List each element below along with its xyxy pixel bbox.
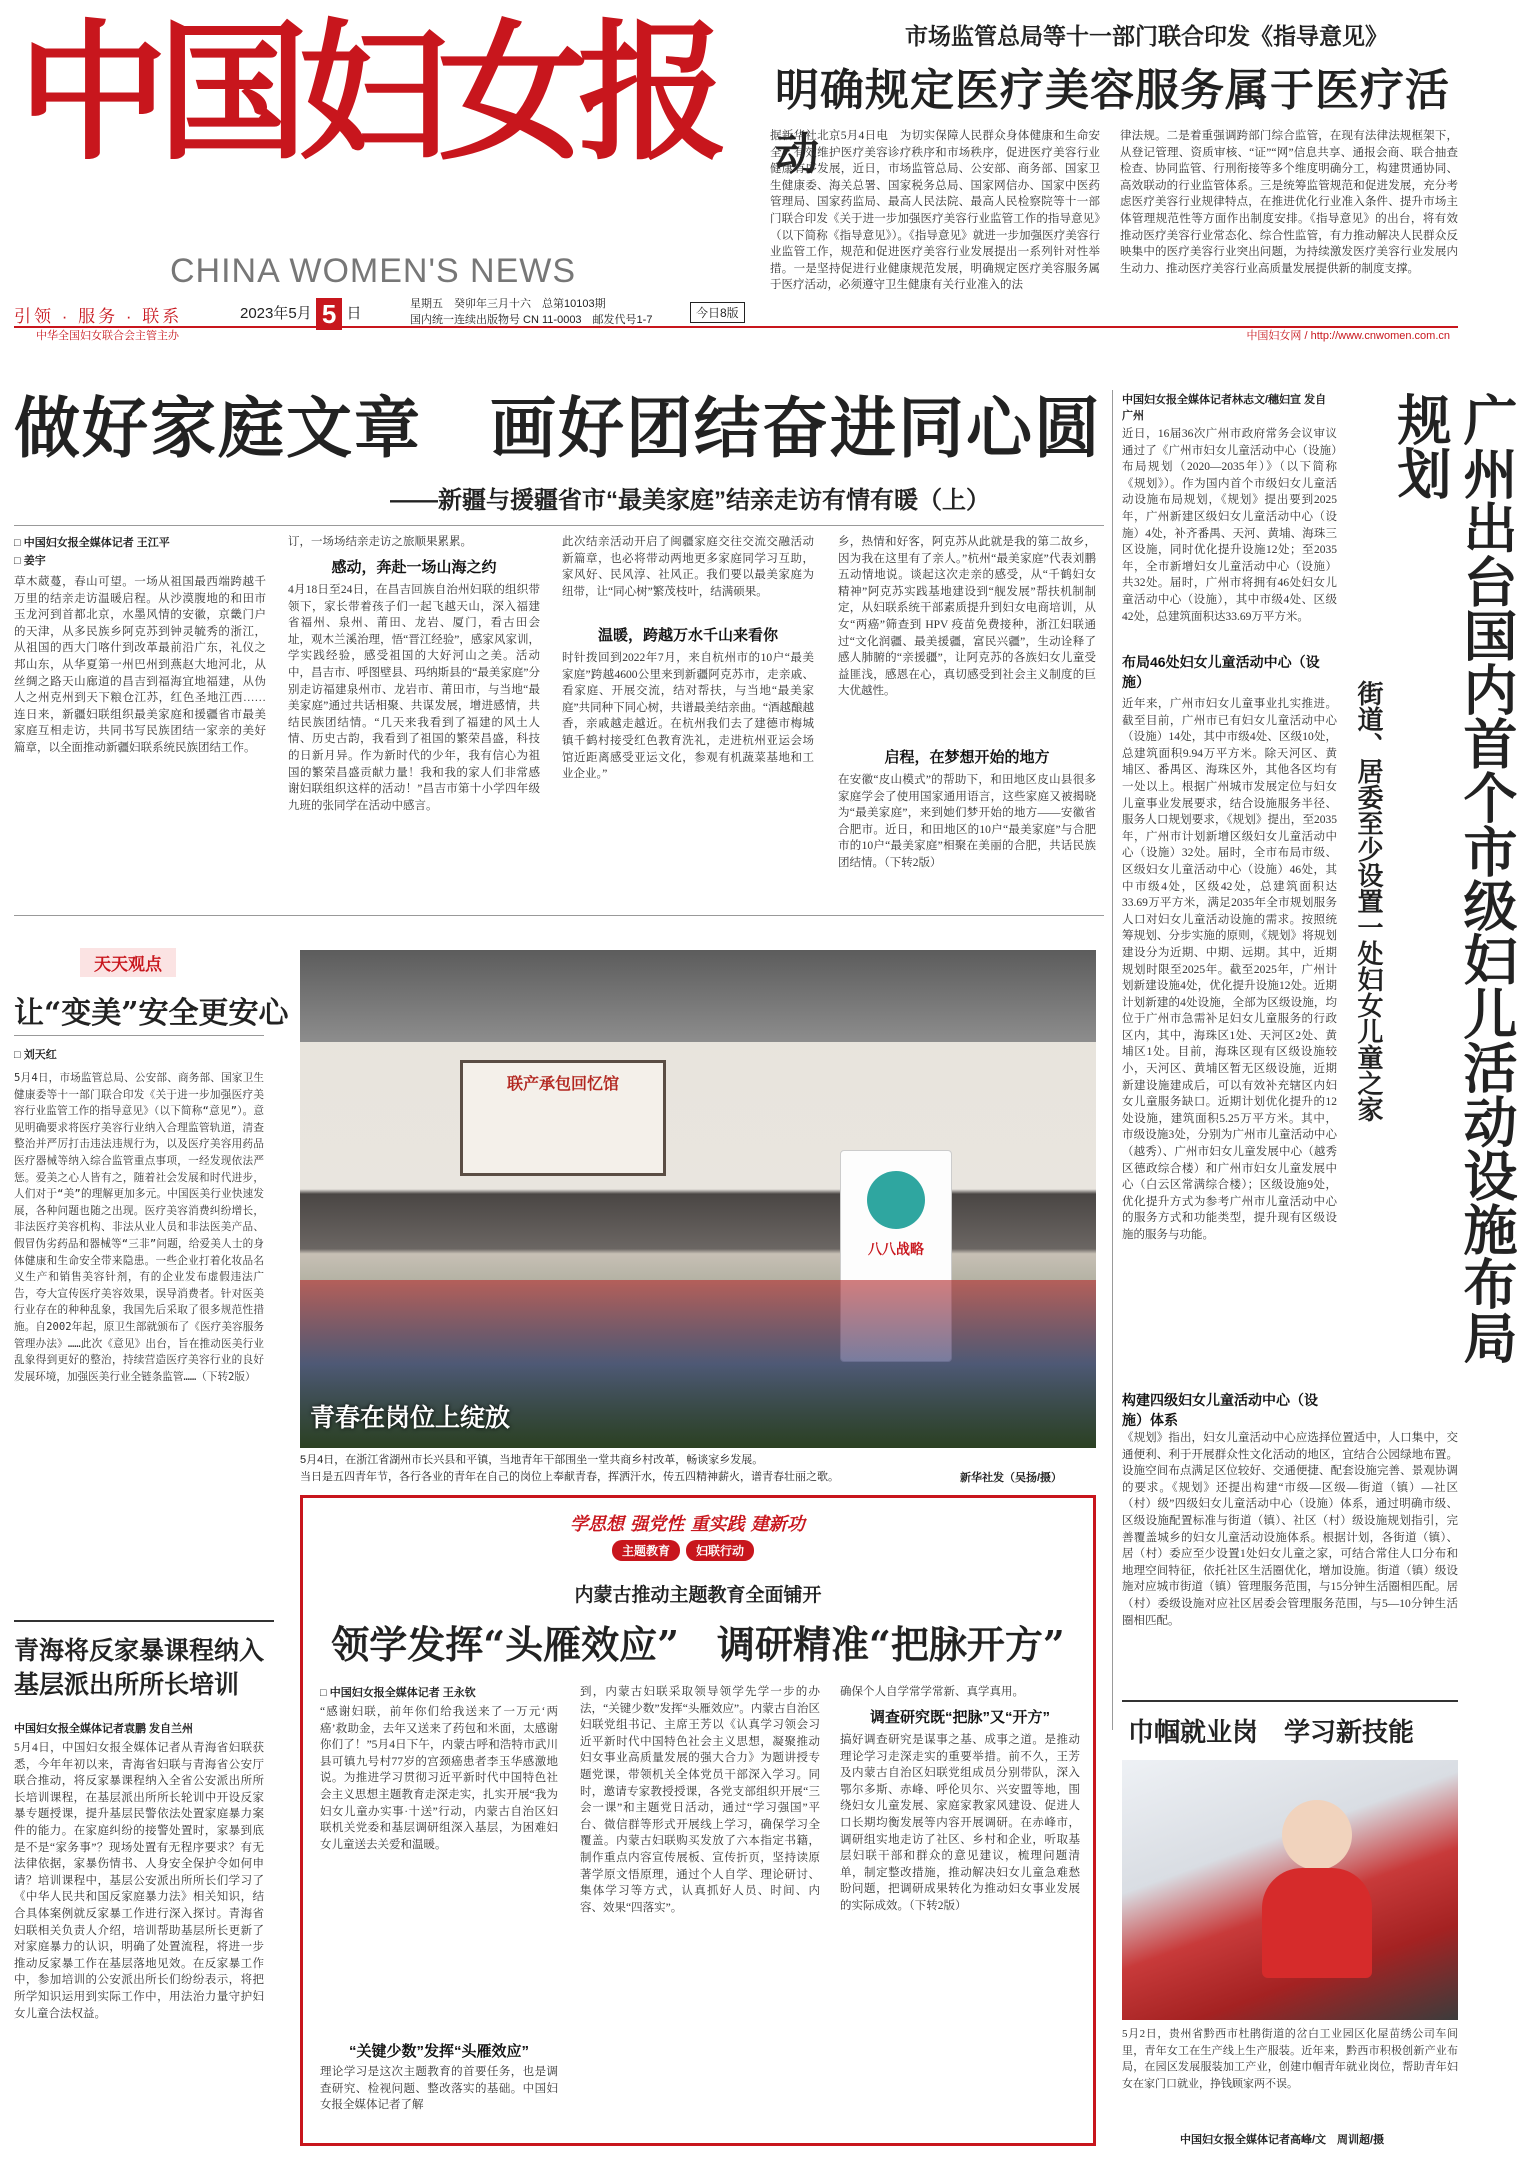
banner-text: 八八战略 [868,1242,924,1258]
lead-col4: 乡，热情和好客，阿克苏从此就是我的第二故乡，因为我在这里有了亲人。”杭州“最美家庭”代表刘鹏五动情地说。谈起这次走亲的感受，从“千鹤妇女精神”阿克苏实践基地建设到“舰发展”帮扶机制制定，从妇联系统干部素质提升到妇女电商培训，从女“两癌”筛查到 HPV 疫苗免费接种，浙江妇联通过“文化润疆、最美援疆，富民兴疆”，生动诠释了感人肺腑的“亲援疆”，让阿克苏的各族妇女儿童受益匪浅，感恩在心，真切感受到社会主义制度的巨大优越性。 [838,536,1096,698]
lead-col2: 订，一场场结亲走访之旅顺果累累。 [288,536,472,548]
qinghai-byline: 中国妇女报全媒体记者袁鹏 发自兰州 [14,1723,194,1735]
banner-emblem-icon [867,1171,925,1229]
education-tag2: 妇联行动 [686,1540,754,1561]
lead-col2-body: 4月18日至24日，在昌吉回族自治州妇联的组织带领下，家长带着孩子们一起飞越天山，深入福建省福州、泉州、莆田、龙岩、厦门，看古田会址，观木兰溪治理，悟“晋江经验”，感家风家训，学实践经验，感受祖国的大好河山之美。活动中，昌吉市、呼图壁县、玛纳斯县的“最美家庭”分别走访福建泉州市、龙岩市、莆田市，与当地“最美家庭”通过共话相聚、共谋发展，增进感情，共结民族团结情。“几天来我看到了福建的风土人情、历史古韵，我看到了祖国的繁荣昌盛，科技的日新月异。作为新时代的少年，我有信心为祖国的繁荣昌盛贡献力量！我和我的家人们非常感谢妇联组织这样的活动！”昌吉市第十小学四年级九班的张同学在活动中感言。 [288,584,540,812]
lead-col3: 此次结亲活动开启了闽疆家庭交往交流交融活动新篇章，也必将带动两地更多家庭同学习互助，家风好、民风淳、社风正。我们要以最美家庭为纽带，让“同心树”繁茂枝叶，结满硕果。 [562,536,814,598]
lead-col2-subhead: 感动，奔赴一场山海之约 [331,559,497,576]
top-story-headline[interactable]: 明确规定医疗美容服务属于医疗活动 [775,65,1450,180]
qinghai-headline[interactable]: 青海将反家暴课程纳入基层派出所所长培训 [14,1636,265,1699]
masthead-title-en: CHINA WOMEN'S NEWS [170,252,577,290]
sponsor-label: 中华全国妇女联合会主管主办 [36,330,179,342]
education-col3-body: 搞好调查研究是谋事之基、成事之道。是推动理论学习走深走实的重要举措。前不久，王芳及内蒙古自治区妇联党组成员分别带队，深入鄂尔多斯、赤峰、呼伦贝尔、兴安盟等地，围绕妇女儿童发展、家庭家教家风建设、促进人口长期均衡发展等内容开展调研。在赤峰市，调研组实地走访了社区、乡村和企业，听取基层妇联干部和群众的意见建议，梳理问题清单，制定整改措施，推动解决妇女儿童急难愁盼问题，把调研成果转化为推动妇女事业发展的实际成效。（下转2版） [840,1734,1080,1912]
skills-headline[interactable]: 巾帼就业岗 学习新技能 [1128,1718,1415,1748]
skills-caption: 5月2日，贵州省黔西市杜鹃街道的岔白工业园区化屋苗绣公司车间里，青年女工在生产线上生产服装。近年来，黔西市积极创新产业布局，在园区发展服装加工产业，创建巾帼青年就业岗位，帮助青年妇女在家门口就业，挣钱顾家两不误。 [1122,2028,1458,2090]
education-byline: □ 中国妇女报全媒体记者 王永钦 [320,1687,476,1699]
memorial-wall [460,1060,666,1176]
main-photo[interactable] [300,950,1096,1448]
right-column-rule [1112,390,1113,1730]
photo-caption [300,1452,860,1486]
masthead-title: 中国妇女报 [18,5,719,181]
skills-photo[interactable] [1122,1760,1458,2020]
guangzhou-sub2: 构建四级妇女儿童活动中心（设施）体系 [1122,1392,1318,1428]
skills-rule [1122,1700,1458,1702]
guangzhou-byline: 中国妇女报全媒体记者林志文/穗妇宣 发自广州 [1122,394,1327,422]
column-author: □ 刘天红 [14,1049,57,1061]
photo-credit: 新华社发（吴扬/摄） [960,1472,1063,1484]
skills-credit: 中国妇女报全媒体记者高峰/文 周训超/摄 [1180,2134,1385,2146]
page-count: 今日8版 [690,302,745,323]
qinghai-rule [14,1620,274,1622]
education-col1-body: 理论学习是这次主题教育的首要任务，也是调查研究、检视问题、整改落实的基础。中国妇女报全媒体记者了解 [320,2066,558,2112]
qinghai-body: 5月4日，中国妇女报全媒体记者从青海省妇联获悉，今年年初以来，青海省妇联与青海省公安厅联合推动，将反家暴课程纳入全省公安派出所所长培训课程，在基层派出所所长轮训中开设反家暴专题授课，提升基层民警依法处置家庭暴力案件的能力。在家庭纠纷的接警处置时，家暴到底是不是“家务事”？现场处置有无程序要求？有无法律依据，家暴伤情书、人身安全保护令如何申请？培训课程中，基层公安派出所所长们学习了《中华人民共和国反家庭暴力法》相关知识，结合具体案例就反家暴工作进行深入探讨。青海省妇联相关负责人介绍，培训帮助基层所长更新了对家庭暴力的认识，明确了处置流程，将进一步推动反家暴工作在基层落地见效。在反家暴工作中，参加培训的公安派出所长们纷纷表示，将把所学知识运用到实际工作中，用法治力量守护妇女儿童合法权益。 [14,1742,264,2020]
lead-col4-subhead: 启程，在梦想开始的地方 [884,749,1050,766]
website-link[interactable]: 中国妇女网 / http://www.cnwomen.com.cn [1246,330,1450,342]
masthead-slogan: 引领 · 服务 · 联系 [14,307,183,326]
guangzhou-sub1: 布局46处妇女儿童活动中心（设施） [1122,654,1320,690]
photo-overlay-title: 青春在岗位上绽放 [310,1403,511,1432]
education-col3-subhead: 调查研究既“把脉”又“开方” [869,1709,1050,1726]
masthead-divider [14,326,1458,344]
guangzhou-lead: 近日，16届36次广州市政府常务会议审议通过了《广州市妇女儿童活动中心（设施）布局规划（2020—2035年）》（以下简称《规划》）。作为国内首个市级妇女儿童活动设施布局规划，《规划》提出要到2025年，广州新建区级妇女儿童活动中心（设施）4处，补齐番禺、天河、黄埔、海珠三区设施，同时优化提升设施12处；至2035年，全市新增妇女儿童活动中心（设施）共32处。届时，广州市将拥有46处妇女儿童活动中心（设施），其中市级4处、区级42处，总建筑面积达33.69万平方米。 [1122,428,1337,623]
memorial-wall-text: 联产承包回忆馆 [506,1074,619,1093]
issue-meta-line1: 星期五 癸卯年三月十六 总第10103期 [410,298,606,310]
education-col2: 到，内蒙古妇联采取领导领学先学一步的办法，“关键少数”发挥“头雁效应”。内蒙古自治区妇联党组书记、主席王芳以《认真学习领会习近平新时代中国特色社会主义思想，凝聚推动妇女事业高质量发展的强大合力》为题讲授专题党课，带领机关全体党员干部深入学习。同时，邀请专家教授授课，各党支部组织开展“三会一课”和主题党日活动，通过“学习强国”平台、微信群等形式开展线上学习，确保学习全覆盖。内蒙古妇联购买发放了六本指定书籍，制作重点内容宣传展板、宣传折页，坚持读原著学原文悟原理，通过个人自学、理论研讨、集体学习等方式，认真抓好人员、时间、内容、效果“四落实”。 [580,1686,820,1914]
date-prefix: 2023年5月 [240,304,312,322]
lead-byline1: □ 中国妇女报全媒体记者 王江平 [14,537,170,549]
date-suffix: 日 [346,304,362,322]
lead-headline[interactable]: 做好家庭文章 画好团结奋进同心圆 [14,389,1102,467]
guangzhou-sub1-body: 近年来，广州市妇女儿童事业扎实推进。截至目前，广州市已有妇女儿童活动中心（设施）14处，其中市级4处、区级10处，总建筑面积9.94万平方米。除天河区、黄埔区、番禺区、海珠区外，其他各区均有一处以上。根据广州城市发展定位与妇女儿童事业发展要求，结合设施服务半径、服务人口规划要求，《规划》提出，至2035年，广州市计划新增区级妇女儿童活动中心（设施）32处。届时，全市布局市级、区级妇女儿童活动中心（设施）46处，其中市级4处，区级42处，总建筑面积达33.69万平方米，满足2035年全市规划服务人口对妇女儿童活动设施的需求。按照统筹规划、分步实施的原则，《规划》将规划建设分为近期、中期、远期。其中，近期规划时限至2025年。截至2025年，广州计划新建设施4处，优化提升设施12处。近期计划新建的4处设施，全部为区级设施，均位于广州市急需补足妇女儿童服务的行政区内，其中，海珠区1处、天河区2处、黄埔区1处。目前，海珠区现有区级设施较小，天河区、黄埔区暂无区级设施，近期新建设施建成后，可以有效补充辖区内妇女儿童服务缺口。近期计划优化提升的12处设施，建筑面积5.25万平方米。其中，市级设施3处，分别为广州市儿童活动中心（越秀）、广州市妇女儿童发展中心（越秀区德政综合楼）和广州市妇女儿童发展中心（白云区常满综合楼）；区级设施9处，优化提升方式为参考广州市儿童活动中心的服务方式和功能类型，提升现有区级设施的服务与功能。 [1122,698,1337,1241]
top-story-kicker: 市场监管总局等十一部门联合印发《指导意见》 [905,23,1388,49]
lead-col4-body: 在安徽“皮山模式”的帮助下，和田地区皮山县很多家庭学会了使用国家通用语言，这些家庭又被揭晓为“最美家庭”，来到她们梦开始的地方——安徽省合肥市。近日，和田地区的10户“最美家庭”与合肥市的10户“最美家庭”相聚在美丽的合肥，共话民族团结情。（下转2版） [838,774,1096,869]
education-tag1: 主题教育 [612,1540,680,1561]
lead-col1: 草木葳蔓，春山可望。一场从祖国最西端跨越千万里的结亲走访温暖启程。从沙漠腹地的和田市玉龙河到首都北京，水墨风情的安徽，京畿门户的天津，从多民族乡阿克苏到钟灵毓秀的浙江，从祖国的西大门喀什到改革最前沿广东，礼仪之邦山东，从华夏第一州巴州到燕赵大地河北，从丝绸之路天山廊道的昌吉到福海宜地福建，从伪人之州克州到天下粮仓江苏，红色圣地江西……连日来，新疆妇联组织最美家庭和援疆省市最美家庭互相走访，共同书写民族团结一家亲的美好篇章，以全面推动新疆妇联系统民族团结工作。 [14,576,266,754]
worker-uniform [1262,1868,1372,1978]
lead-byline2: □ 姜宇 [14,555,46,567]
issue-meta-line2: 国内统一连续出版物号 CN 11-0003 邮发代号1-7 [410,314,653,326]
education-slogan: 学思想 强党性 重实践 建新功 [570,1514,805,1535]
top-story-col2: 律法规。二是着重强调跨部门综合监管，在现有法律法规框架下，从登记管理、资质审核、“证”“网”信息共享、通报会商、联合抽查检查、协同监管、行刑衔接等多个维度明确分工，构建贯通协同、高效联动的行业监管体系。三是统筹监管规范和促进发展，充分考虑医疗美容行业规律特点，在推进优化行业准入条件、提升市场主体管理规范性等方面作出制度安排。《指导意见》的出台，将有效推动医疗美容行业常态化、综合性监管，有力推动解决人民群众反映集中的医疗美容行业突出问题，为持续激发医疗美容行业发展内生动力、推动医疗美容行业高质量发展提供新的制度支撑。 [1120,130,1458,275]
education-col1-subhead: “关键少数”发挥“头雁效应” [348,2043,529,2060]
guangzhou-headline[interactable]: 广州出台国内首个市级妇儿活动设施布局规划 [1389,392,1519,1364]
date-day: 5 [316,298,342,330]
column-headline[interactable]: 让“变美”安全更安心 [14,996,289,1031]
column-body: 5月4日，市场监管总局、公安部、商务部、国家卫生健康委等十一部门联合印发《关于进一步加强医疗美容行业监管工作的指导意见》（以下简称“意见”）。意见明确要求将医疗美容行业纳入合理监管轨道，清查整治并严厉打击违法违规行为，以及医疗美容用药品医疗器械等纳入综合监管重点事项，一经发现依法严惩。爱美之心人皆有之，随着社会发展和时代进步，人们对于“美”的理解更加多元。中国医美行业快速发展，各种问题也随之出现。医疗美容消费纠纷增长，非法医疗美容机构、非法从业人员和非法医美产品、假冒伪劣药品和器械等“三非”问题，给爱美人士的身体健康和生命安全带来隐患。一些企业打着化妆品名义生产和销售美容针剂，有的企业发布虚假违法广告，夸大宣传医疗美容效果，误导消费者。针对医美行业存在的种种乱象，我国先后采取了很多规范性措施。自2002年起，原卫生部就颁布了《医疗美容服务管理办法》……此次《意见》出台，旨在推动医美行业乱象得到更好的整治，持续营造医疗美容行业的良好发展环境，加强医美行业全链条监管……（下转2版） [14,1072,264,1383]
column-banner: 天天观点 [80,948,176,977]
worker-figure [1282,1800,1352,1870]
education-tags [612,1540,754,1561]
education-col3: 确保个人自学常学常新、真学真用。 [840,1686,1024,1698]
education-headline[interactable]: 领学发挥“头雁效应” 调研精准“把脉开方” [331,1622,1065,1667]
lead-rule [14,525,1104,526]
education-col1: “感谢妇联，前年你们给我送来了一万元‘两癌’救助金，去年又送来了药包和米面，太感谢你们了！”5月4日下午，内蒙古呼和浩特市武川县可镇九号村77岁的宫颈癌患者李玉华感激地说。为推进学习贯彻习近平新时代中国特色社会主义思想主题教育走深走实，扎实开展“我为妇女儿童办实事·十送”行动，内蒙古自治区妇联机关党委和基层调研组深入基层，为困难妇女儿童送去关爱和温暖。 [320,1706,558,1851]
guangzhou-subtitle: 街道、居委至少设置一处妇女儿童之家 [1354,680,1384,1122]
education-kicker: 内蒙古推动主题教育全面铺开 [574,1585,822,1606]
lead-col3-subhead: 温暖，跨越万水千山来看你 [597,627,778,644]
issue-meta [410,296,652,328]
guangzhou-sub2-body: 《规划》指出，妇女儿童活动中心应选择位置适中，人口集中，交通便利、利于开展群众性文化活动的地区，宜结合公园绿地布置。设施空间布点满足区位较好、交通便捷、配套设施完善、景观协调的要求。《规划》还提出构建“市级—区级—街道（镇）—社区（村）级”四级妇女儿童活动中心（设施）体系，通过明确市级、区级设施配置标准与街道（镇）、社区（村）级设施规划指引，完善覆盖城乡的妇女儿童活动设施体系。根据计划，各街道（镇）、居（村）委应至少设置1处妇女儿童之家，可结合常住人口分布和地理空间特征，依托社区生活圈优化，增加设施。街道（镇）级设施对应城市街道（镇）管理服务范围，与15分钟生活圈相匹配。居（村）委级设施对应社区居委会管理服务范围，与5—10分钟生活圈相匹配。 [1122,1432,1458,1627]
photo-caption-line1: 5月4日，在浙江省湖州市长兴县和平镇，当地青年干部围坐一堂共商乡村改革，畅谈家乡发展。 [300,1454,764,1466]
column-rule [14,1035,264,1036]
photo-caption-line2: 当日是五四青年节，各行各业的青年在自己的岗位上奉献青春，挥洒汗水，传五四精神薪火，谱青春壮丽之歌。 [300,1471,839,1483]
lead-col3-body: 时针拨回到2022年7月，来自杭州市的10户“最美家庭”跨越4600公里来到新疆阿克苏市，走亲戚、看家庭、开展交流，结对帮扶，与当地“最美家庭”共同种下同心树，共谱最美结亲曲。“酒越酿越香，亲戚越走越近。在杭州我们去了建德市梅城镇千鹤村接受红色教育洗礼，走进杭州亚运会场馆近距离感受亚运文化，参观有机蔬菜基地和工业企业。” [562,652,814,781]
top-story-col1: 据新华社北京5月4日电 为切实保障人民群众身体健康和生命安全，有效维护医疗美容诊疗秩序和市场秩序，促进医疗美容行业健康有序发展，近日，市场监管总局、公安部、商务部、国家卫生健康委、海关总署、国家税务总局、国家网信办、国家中医药管理局、国家药监局、最高人民法院、最高人民检察院等十一部门联合印发《关于进一步加强医疗美容行业监管工作的指导意见》（以下简称《指导意见》）。《指导意见》就进一步加强医疗美容行业监管工作，规范和促进医疗美容行业发展提出一系列针对性举措。一是坚持促进行业健康规范发展，明确规定医疗美容服务属于医疗活动，必须遵守卫生健康有关行业准入的法 [770,130,1100,292]
section-rule [14,915,1104,916]
roof-eaves [300,950,1096,1042]
lead-subtitle: ——新疆与援疆省市“最美家庭”结亲走访有情有暖（上） [390,487,990,514]
